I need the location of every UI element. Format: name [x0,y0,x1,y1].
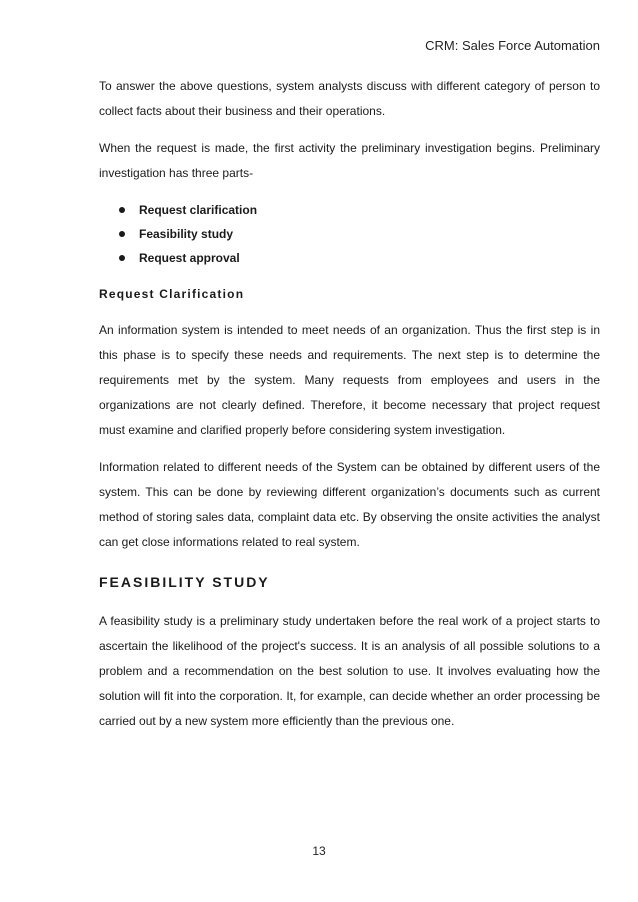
paragraph-intro: To answer the above questions, system analysts discuss with different category of person to collect facts about their business and their operations. [99,79,600,118]
list-item-label: Feasibility study [139,227,234,241]
list-item [99,198,600,222]
heading-request-clarification: Request Clarification [99,287,245,301]
bullet-icon [119,231,125,237]
bullet-icon [119,207,125,213]
heading-feasibility-study: FEASIBILITY STUDY [99,574,270,590]
page-content [99,74,600,734]
list-item [99,246,600,270]
page-number: 13 [312,844,326,858]
running-header: CRM: Sales Force Automation [425,38,600,53]
list-item [99,222,600,246]
paragraph-information-needs: Information related to different needs of the System can be obtained by different users of the system. This can be done by reviewing different organization’s documents such as current method of storing sales data, complaint data etc. By observing the onsite activities the analyst can get close informations related to real system. [99,460,600,549]
list-item-label: Request approval [139,251,240,265]
list-item-label: Request clarification [139,203,258,217]
paragraph-feasibility-study: A feasibility study is a preliminary study undertaken before the real work of a project starts to ascertain the likelihood of the project's success. It is an analysis of all possible solutions to a problem and a recommendation on the best solution to use. It involves evaluating how the solution will fit into the corporation. It, for example, can decide whether an order processing be carried out by a new system more efficiently than the previous one. [99,614,600,728]
investigation-parts-list [99,198,600,270]
paragraph-information-system: An information system is intended to meet needs of an organization. Thus the first step is in this phase is to specify these needs and requirements. The next step is to determine the requirements met by the system. Many requests from employees and users in the organizations are not clearly defined. Therefore, it become necessary that project request must examine and clarified properly before considering system investigation. [99,323,600,437]
paragraph-preliminary-investigation: When the request is made, the first activity the preliminary investigation begins. Preliminary investigation has three parts- [99,141,600,180]
bullet-icon [119,255,125,261]
